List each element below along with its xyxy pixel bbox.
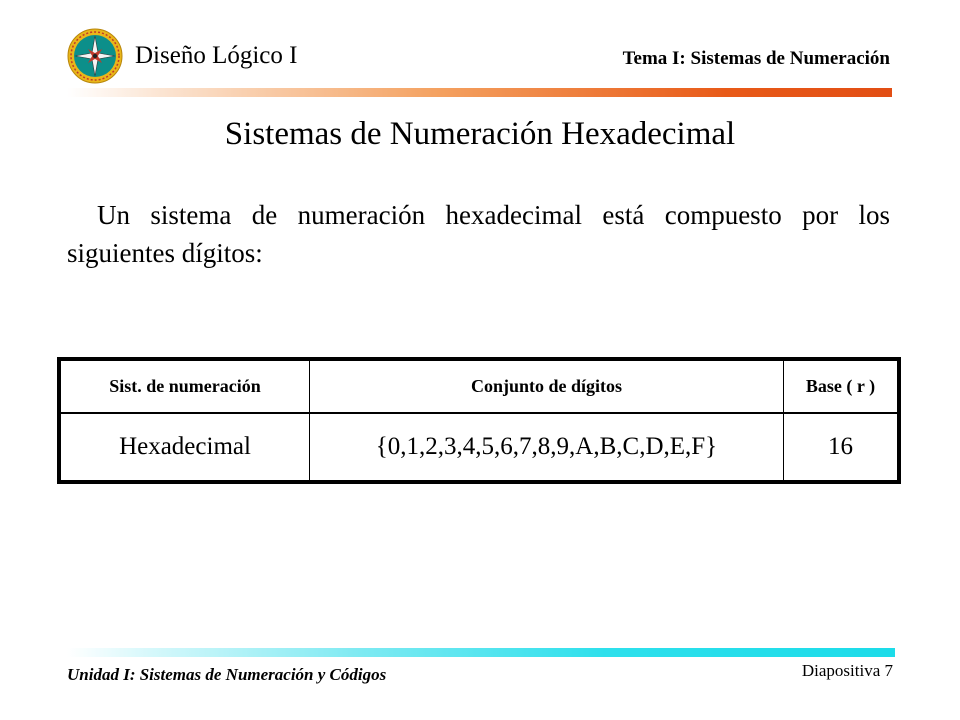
cell-digit-set: {0,1,2,3,4,5,6,7,8,9,A,B,C,D,E,F}: [310, 413, 784, 481]
slide-number: Diapositiva 7: [801, 661, 893, 680]
body-paragraph: [67, 196, 890, 272]
table-row: [61, 413, 898, 481]
table-header-row: [61, 361, 898, 414]
university-seal-icon: [67, 28, 123, 84]
cell-base: 16: [784, 413, 898, 481]
body-paragraph-text: Un sistema de numeración hexadecimal está compuesto por los siguientes dígitos:: [67, 200, 890, 268]
header-system: Sist. de numeración: [61, 361, 310, 414]
numeral-system-table: [57, 357, 901, 484]
slide-title: Sistemas de Numeración Hexadecimal: [224, 116, 736, 152]
cell-system: Hexadecimal: [61, 413, 310, 481]
topic-title: Tema I: Sistemas de Numeración: [622, 48, 890, 69]
unit-label: Unidad I: Sistemas de Numeración y Códigos: [67, 665, 387, 684]
header-digit-set: Conjunto de dígitos: [310, 361, 784, 414]
course-title: Diseño Lógico I: [135, 42, 298, 69]
header-base: Base ( r ): [784, 361, 898, 414]
header-divider-bar: [67, 88, 892, 97]
footer-divider-bar: [67, 648, 895, 657]
